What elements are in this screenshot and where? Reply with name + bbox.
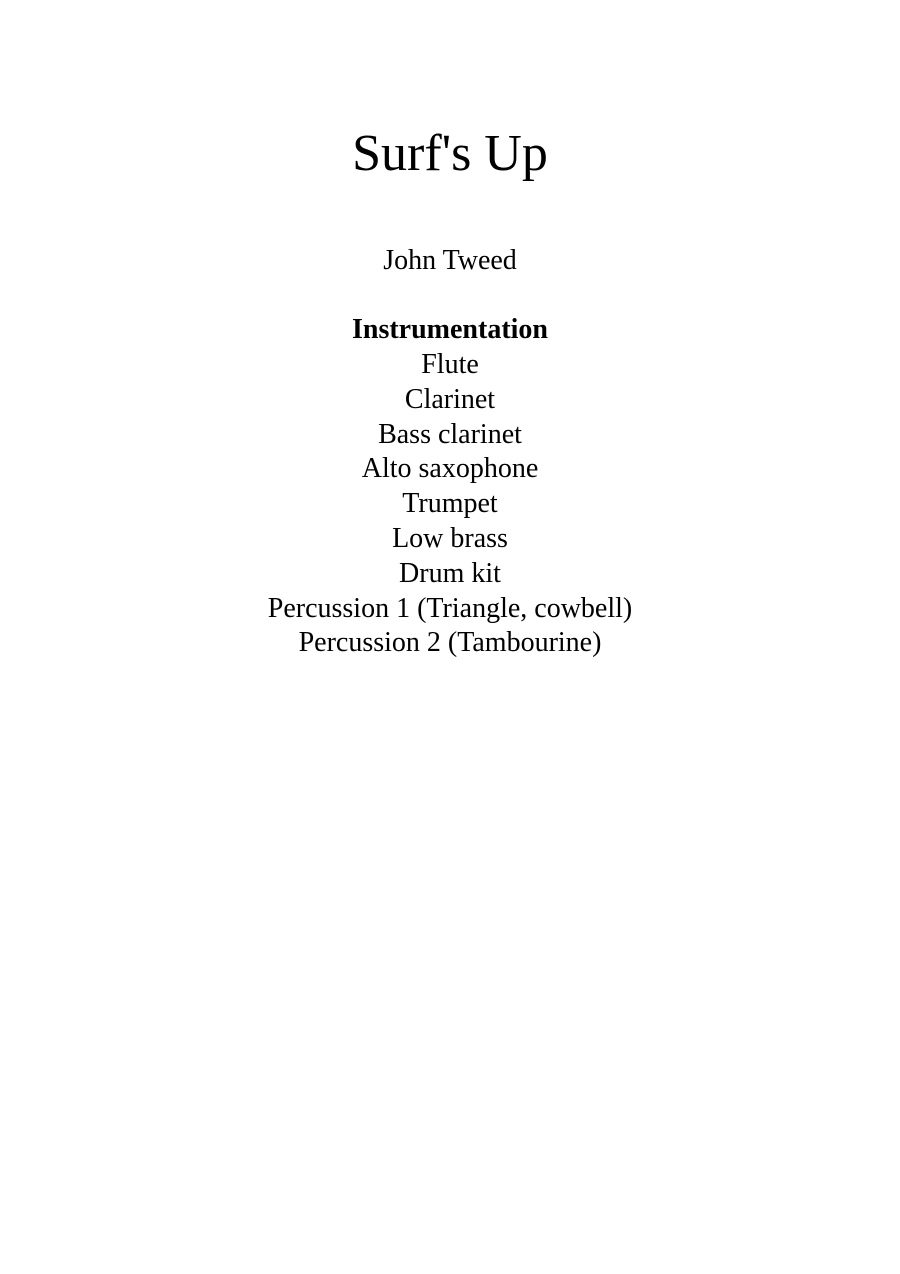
instrument-item: Percussion 1 (Triangle, cowbell)	[267, 592, 633, 624]
instrument-item: Drum kit	[399, 557, 501, 589]
page-title: Surf's Up	[352, 125, 548, 182]
instrument-item: Trumpet	[402, 488, 498, 520]
instrument-list	[0, 348, 900, 661]
instrument-item: Alto saxophone	[361, 453, 539, 485]
instrumentation-heading: Instrumentation	[351, 314, 548, 345]
composer-name: John Tweed	[383, 245, 517, 276]
instrument-item: Flute	[421, 349, 479, 380]
instrument-item: Clarinet	[404, 383, 496, 415]
instrument-item: Low brass	[392, 522, 508, 554]
instrument-item: Bass clarinet	[378, 418, 522, 450]
instrument-item: Percussion 2 (Tambourine)	[298, 627, 602, 659]
